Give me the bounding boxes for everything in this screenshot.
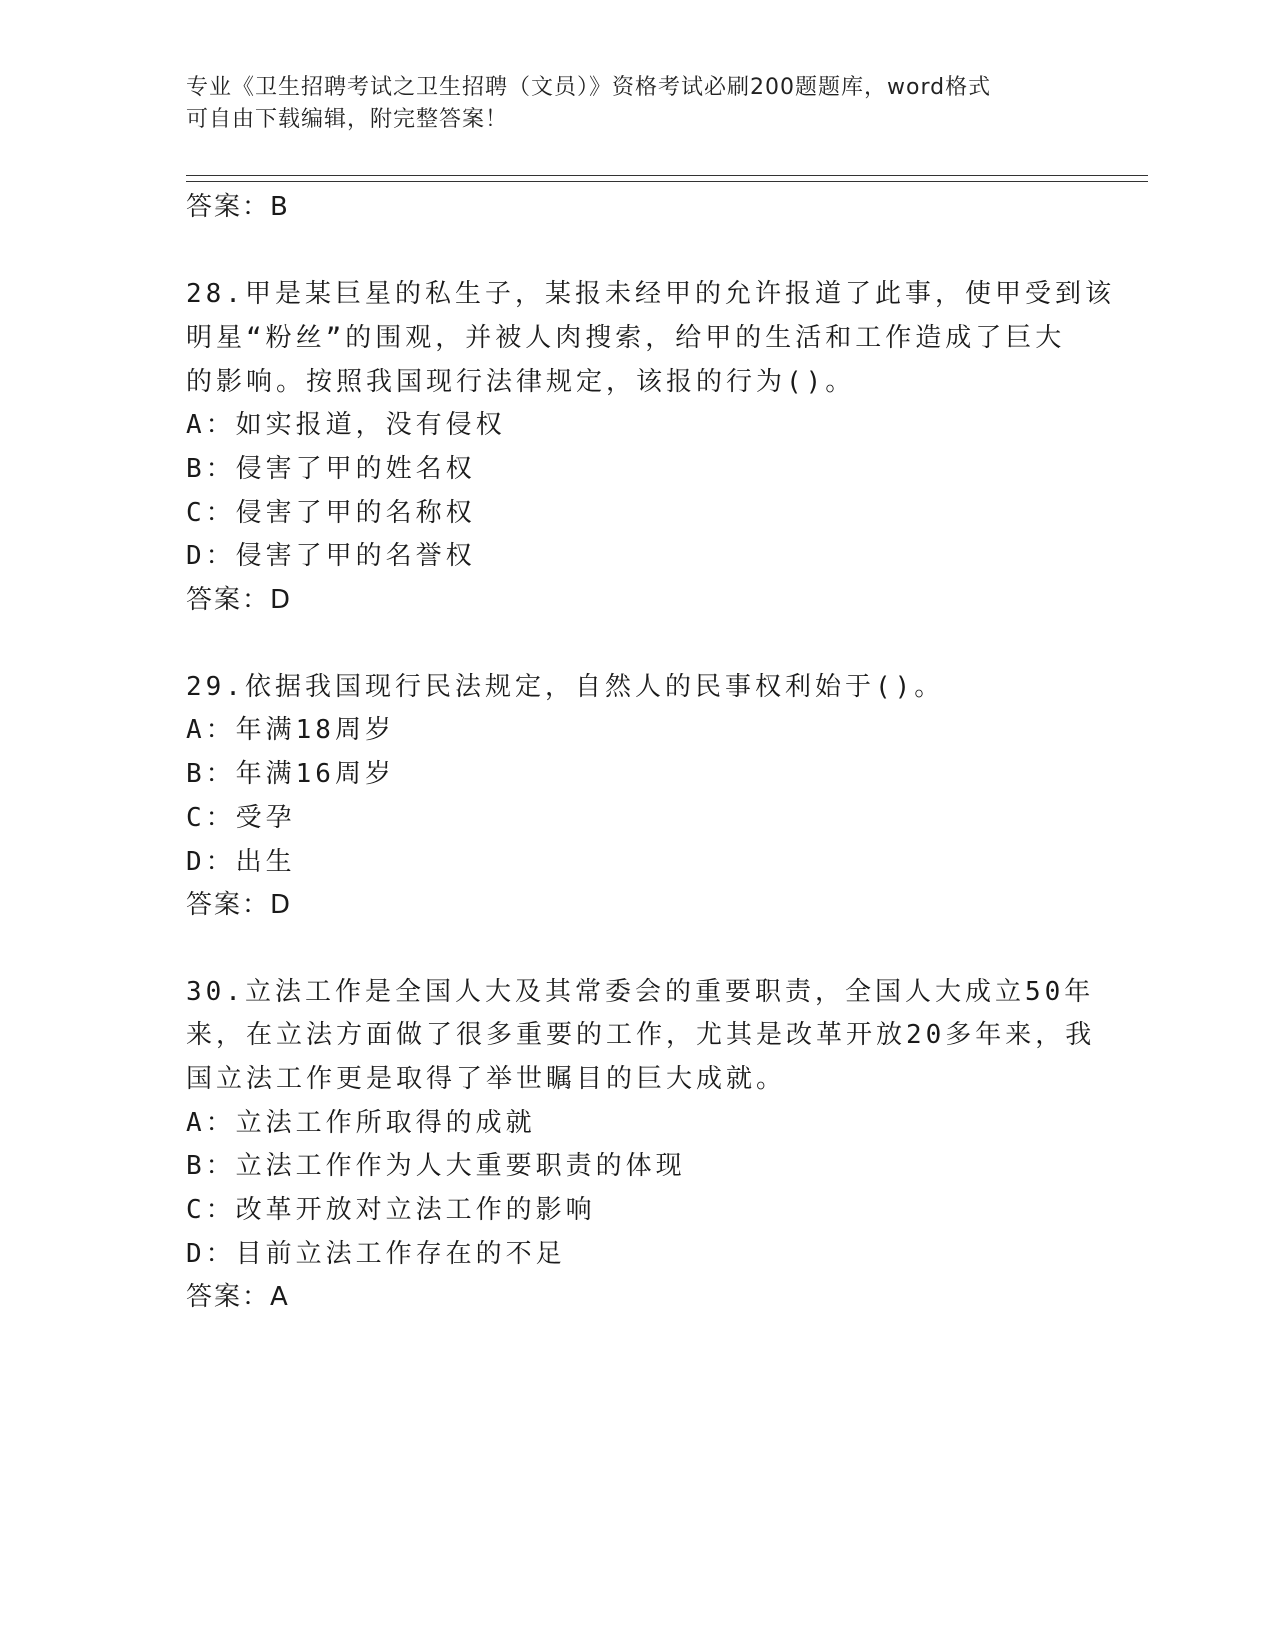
answer: 答案：D [186, 890, 293, 920]
question-text-line: 国立法工作更是取得了举世瞩目的巨大成就。 [186, 1064, 787, 1094]
option-d: D：目前立法工作存在的不足 [186, 1239, 566, 1269]
option-d: D：侵害了甲的名誉权 [186, 541, 476, 571]
option-b: B：立法工作作为人大重要职责的体现 [186, 1151, 686, 1181]
header-line-1: 专业《卫生招聘考试之卫生招聘（文员）》资格考试必刷200题题库，word格式 [186, 75, 992, 100]
header-divider-top [186, 175, 1148, 176]
question-text-line: 的影响。按照我国现行法律规定，该报的行为()。 [186, 367, 856, 397]
option-d: D：出生 [186, 847, 296, 877]
option-b: B：侵害了甲的姓名权 [186, 454, 476, 484]
header-line-2: 可自由下载编辑，附完整答案！ [186, 107, 509, 132]
option-a: A：如实报道，没有侵权 [186, 410, 506, 440]
option-c: C：受孕 [186, 803, 296, 833]
header-divider-bottom [186, 181, 1148, 182]
document-header [186, 72, 1066, 136]
answer: 答案：D [186, 585, 293, 615]
option-c: C：侵害了甲的名称权 [186, 498, 476, 528]
option-b: B：年满16周岁 [186, 759, 395, 789]
question-text-line: 30.立法工作是全国人大及其常委会的重要职责，全国人大成立50年 [186, 977, 1095, 1007]
question-text-line: 28.甲是某巨星的私生子，某报未经甲的允许报道了此事，使甲受到该 [186, 279, 1115, 309]
question-text-line: 来，在立法方面做了很多重要的工作，尤其是改革开放20多年来，我 [186, 1020, 1096, 1050]
question-text-line: 29.依据我国现行民法规定，自然人的民事权利始于()。 [186, 672, 945, 702]
question-text-line: 明星“粉丝”的围观，并被人肉搜索，给甲的生活和工作造成了巨大 [186, 323, 1066, 353]
previous-answer: 答案：B [186, 192, 290, 222]
option-c: C：改革开放对立法工作的影响 [186, 1195, 596, 1225]
answer: 答案：A [186, 1282, 290, 1312]
option-a: A：立法工作所取得的成就 [186, 1108, 536, 1138]
option-a: A：年满18周岁 [186, 715, 395, 745]
